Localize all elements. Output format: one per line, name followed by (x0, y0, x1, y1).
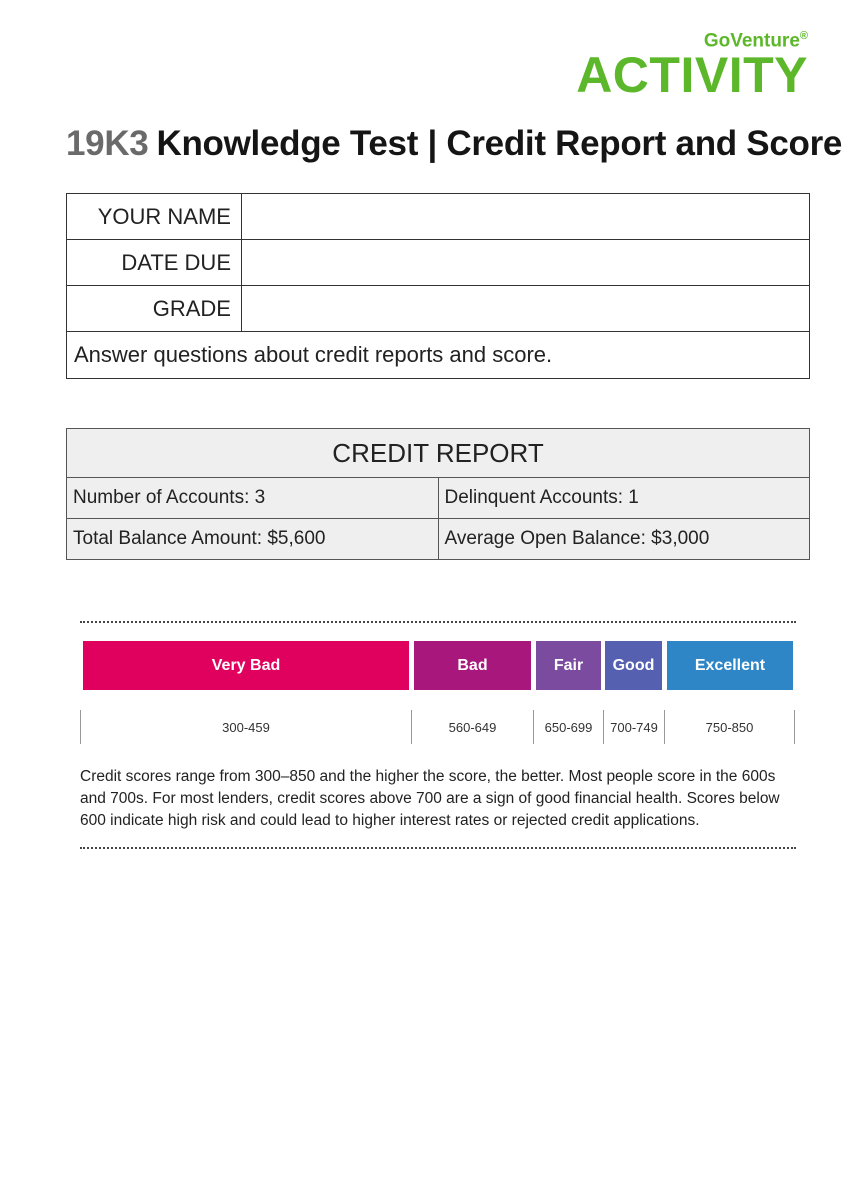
band-label: Good (612, 656, 655, 674)
brand-name: GoVenture® (703, 30, 808, 52)
name-label: YOUR NAME (67, 194, 242, 240)
brand-logo (576, 30, 808, 104)
name-field[interactable] (242, 194, 810, 240)
grade-field[interactable] (242, 286, 810, 332)
range-tick (794, 710, 795, 744)
number-of-accounts: Number of Accounts: 3 (67, 478, 439, 519)
table-row (67, 194, 810, 240)
date-due-label: DATE DUE (67, 240, 242, 286)
table-row (67, 478, 810, 519)
band-excellent (667, 641, 793, 690)
divider-top (80, 621, 796, 623)
date-due-field[interactable] (242, 240, 810, 286)
title-text: Knowledge Test | Credit Report and Score (156, 124, 843, 163)
table-row (67, 240, 810, 286)
table-row (67, 519, 810, 560)
page-title (66, 124, 842, 164)
table-row (67, 332, 810, 379)
grade-label: GRADE (67, 286, 242, 332)
range-fair: 650-699 (544, 719, 593, 735)
credit-report-table (66, 428, 810, 560)
table-row (67, 429, 810, 478)
student-info-table (66, 193, 810, 379)
credit-report-heading: CREDIT REPORT (67, 429, 810, 478)
average-open-balance: Average Open Balance: $3,000 (438, 519, 810, 560)
band-very-bad (83, 641, 409, 690)
table-row (67, 286, 810, 332)
band-label: Very Bad (211, 656, 281, 674)
band-label: Bad (457, 656, 488, 674)
divider-bottom (80, 847, 796, 849)
band-good (605, 641, 662, 690)
range-good: 700-749 (610, 719, 658, 735)
title-code: 19K3 (66, 124, 149, 163)
instructions: Answer questions about credit reports and score. (67, 332, 810, 379)
band-label: Excellent (694, 656, 766, 674)
total-balance: Total Balance Amount: $5,600 (67, 519, 439, 560)
score-description: Credit scores range from 300–850 and the higher the score, the better. Most people score in the 600s and 700s. For most lenders, credit scores above 700 are a sign of good financial health. Scores below 600 indicate high risk and could lead to higher interest rates or rejected credit applications. (80, 768, 780, 829)
range-excellent: 750-850 (705, 719, 754, 735)
range-bad: 560-649 (448, 719, 497, 735)
band-label: Fair (553, 656, 584, 674)
band-fair (536, 641, 601, 690)
band-bad (414, 641, 531, 690)
delinquent-accounts: Delinquent Accounts: 1 (438, 478, 810, 519)
brand-activity-label: ACTIVITY (576, 47, 808, 104)
range-very-bad: 300-459 (222, 719, 270, 735)
